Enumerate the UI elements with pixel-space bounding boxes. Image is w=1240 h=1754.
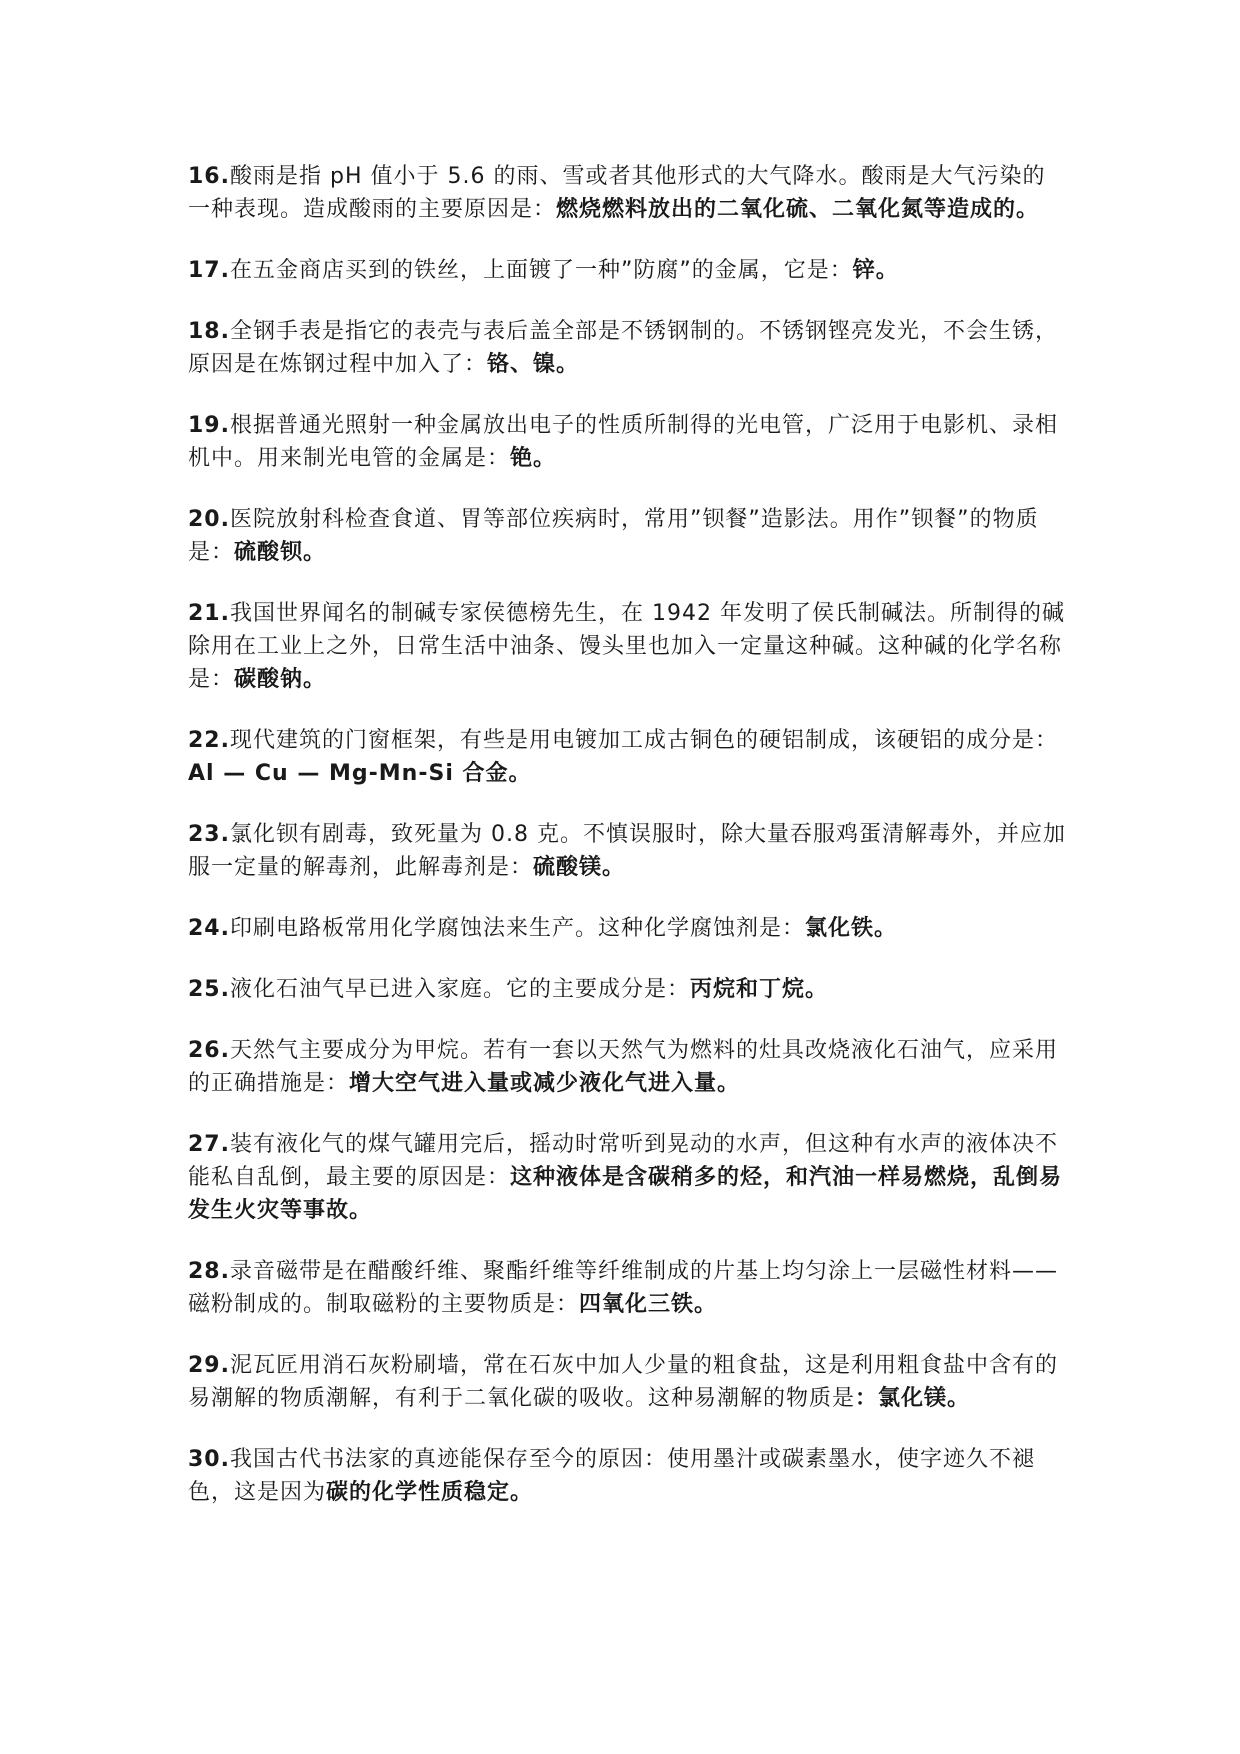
item-number: 17. <box>188 258 230 283</box>
item-number: 20. <box>188 507 230 532</box>
item-number: 21. <box>188 601 230 626</box>
item-number: 22. <box>188 728 230 753</box>
list-item <box>188 597 1068 696</box>
item-text: 天然气主要成分为甲烷。若有一套以天然气为燃料的灶具改烧液化石油气，应采用的正确措施是： <box>188 1038 1058 1096</box>
item-text: 录音磁带是在醋酸纤维、聚酯纤维等纤维制成的片基上均匀涂上一层磁性材料——磁粉制成的。制取磁粉的主要物质是： <box>188 1259 1058 1317</box>
list-item <box>188 818 1068 884</box>
item-number: 30. <box>188 1447 230 1472</box>
list-item <box>188 503 1068 569</box>
item-answer: 硫酸钡。 <box>234 540 327 565</box>
item-answer: Al — Cu — Mg-Mn-Si 合金。 <box>188 761 532 786</box>
list-item <box>188 254 1068 287</box>
item-answer: 燃烧燃料放出的二氧化硫、二氧化氮等造成的。 <box>556 197 1040 222</box>
list-item <box>188 315 1068 381</box>
item-number: 23. <box>188 822 230 847</box>
item-answer: 铬、镍。 <box>487 352 580 377</box>
list-item <box>188 973 1068 1006</box>
item-answer: 丙烷和丁烷。 <box>690 977 829 1002</box>
item-number: 24. <box>188 916 230 941</box>
list-item <box>188 1034 1068 1100</box>
item-text: 全钢手表是指它的表壳与表后盖全部是不锈钢制的。不锈钢铿亮发光，不会生锈，原因是在炼钢过程中加入了： <box>188 319 1058 377</box>
item-text: 根据普通光照射一种金属放出电子的性质所制得的光电管，广泛用于电影机、录相机中。用来制光电管的金属是： <box>188 413 1058 471</box>
item-answer: ：氯化镁。 <box>855 1386 971 1411</box>
item-text: 泥瓦匠用消石灰粉刷墙，常在石灰中加人少量的粗食盐，这是利用粗食盐中含有的易潮解的物质潮解，有利于二氧化碳的吸收。这种易潮解的物质是 <box>188 1353 1058 1411</box>
item-number: 25. <box>188 977 230 1002</box>
item-text: 酸雨是指 pH 值小于 5.6 的雨、雪或者其他形式的大气降水。酸雨是大气污染的一种表现。造成酸雨的主要原因是： <box>188 164 1046 222</box>
item-text: 在五金商店买到的铁丝，上面镀了一种”防腐”的金属，它是： <box>229 258 853 283</box>
item-answer: 铯。 <box>510 446 557 471</box>
item-number: 26. <box>188 1038 230 1063</box>
item-answer: 四氧化三铁。 <box>579 1292 718 1317</box>
item-text: 液化石油气早已进入家庭。它的主要成分是： <box>229 977 690 1002</box>
list-item <box>188 724 1068 790</box>
question-list <box>188 160 1068 1537</box>
item-answer: 锌。 <box>852 258 899 283</box>
item-text: 我国古代书法家的真迹能保存至今的原因：使用墨汁或碳素墨水，使字迹久不褪色，这是因为 <box>188 1447 1035 1505</box>
item-text: 医院放射科检查食道、胃等部位疾病时，常用”钡餐”造影法。用作”钡餐”的物质是： <box>188 507 1039 565</box>
item-answer: 这种液体是含碳稍多的烃，和汽油一样易燃烧，乱倒易发生火灾等事故。 <box>188 1165 1063 1223</box>
item-answer: 碳酸钠。 <box>234 667 327 692</box>
item-answer: 硫酸镁。 <box>533 855 626 880</box>
item-text: 装有液化气的煤气罐用完后，摇动时常听到晃动的水声，但这种有水声的液体决不能私自乱倒，最主要的原因是： <box>188 1132 1058 1190</box>
item-number: 18. <box>188 319 230 344</box>
item-text: 现代建筑的门窗框架，有些是用电镀加工成古铜色的硬铝制成，该硬铝的成分是： <box>229 728 1058 753</box>
item-text: 印刷电路板常用化学腐蚀法来生产。这种化学腐蚀剂是： <box>229 916 805 941</box>
item-number: 19. <box>188 413 230 438</box>
list-item <box>188 1128 1068 1227</box>
list-item <box>188 409 1068 475</box>
item-number: 29. <box>188 1353 230 1378</box>
item-number: 27. <box>188 1132 230 1157</box>
item-text: 氯化钡有剧毒，致死量为 0.8 克。不慎误服时，除大量吞服鸡蛋清解毒外，并应加服一定量的解毒剂，此解毒剂是： <box>188 822 1066 880</box>
list-item <box>188 1255 1068 1321</box>
item-number: 16. <box>188 164 230 189</box>
list-item <box>188 1443 1068 1509</box>
list-item <box>188 1349 1068 1415</box>
list-item <box>188 160 1068 226</box>
list-item <box>188 912 1068 945</box>
item-number: 28. <box>188 1259 230 1284</box>
item-answer: 增大空气进入量或减少液化气进入量。 <box>349 1071 741 1096</box>
item-text: 我国世界闻名的制碱专家侯德榜先生，在 1942 年发明了侯氏制碱法。所制得的碱除用在工业上之外，日常生活中油条、馒头里也加入一定量这种碱。这种碱的化学名称是： <box>188 601 1065 692</box>
item-answer: 碳的化学性质稳定。 <box>326 1480 534 1505</box>
item-answer: 氯化铁。 <box>805 916 898 941</box>
